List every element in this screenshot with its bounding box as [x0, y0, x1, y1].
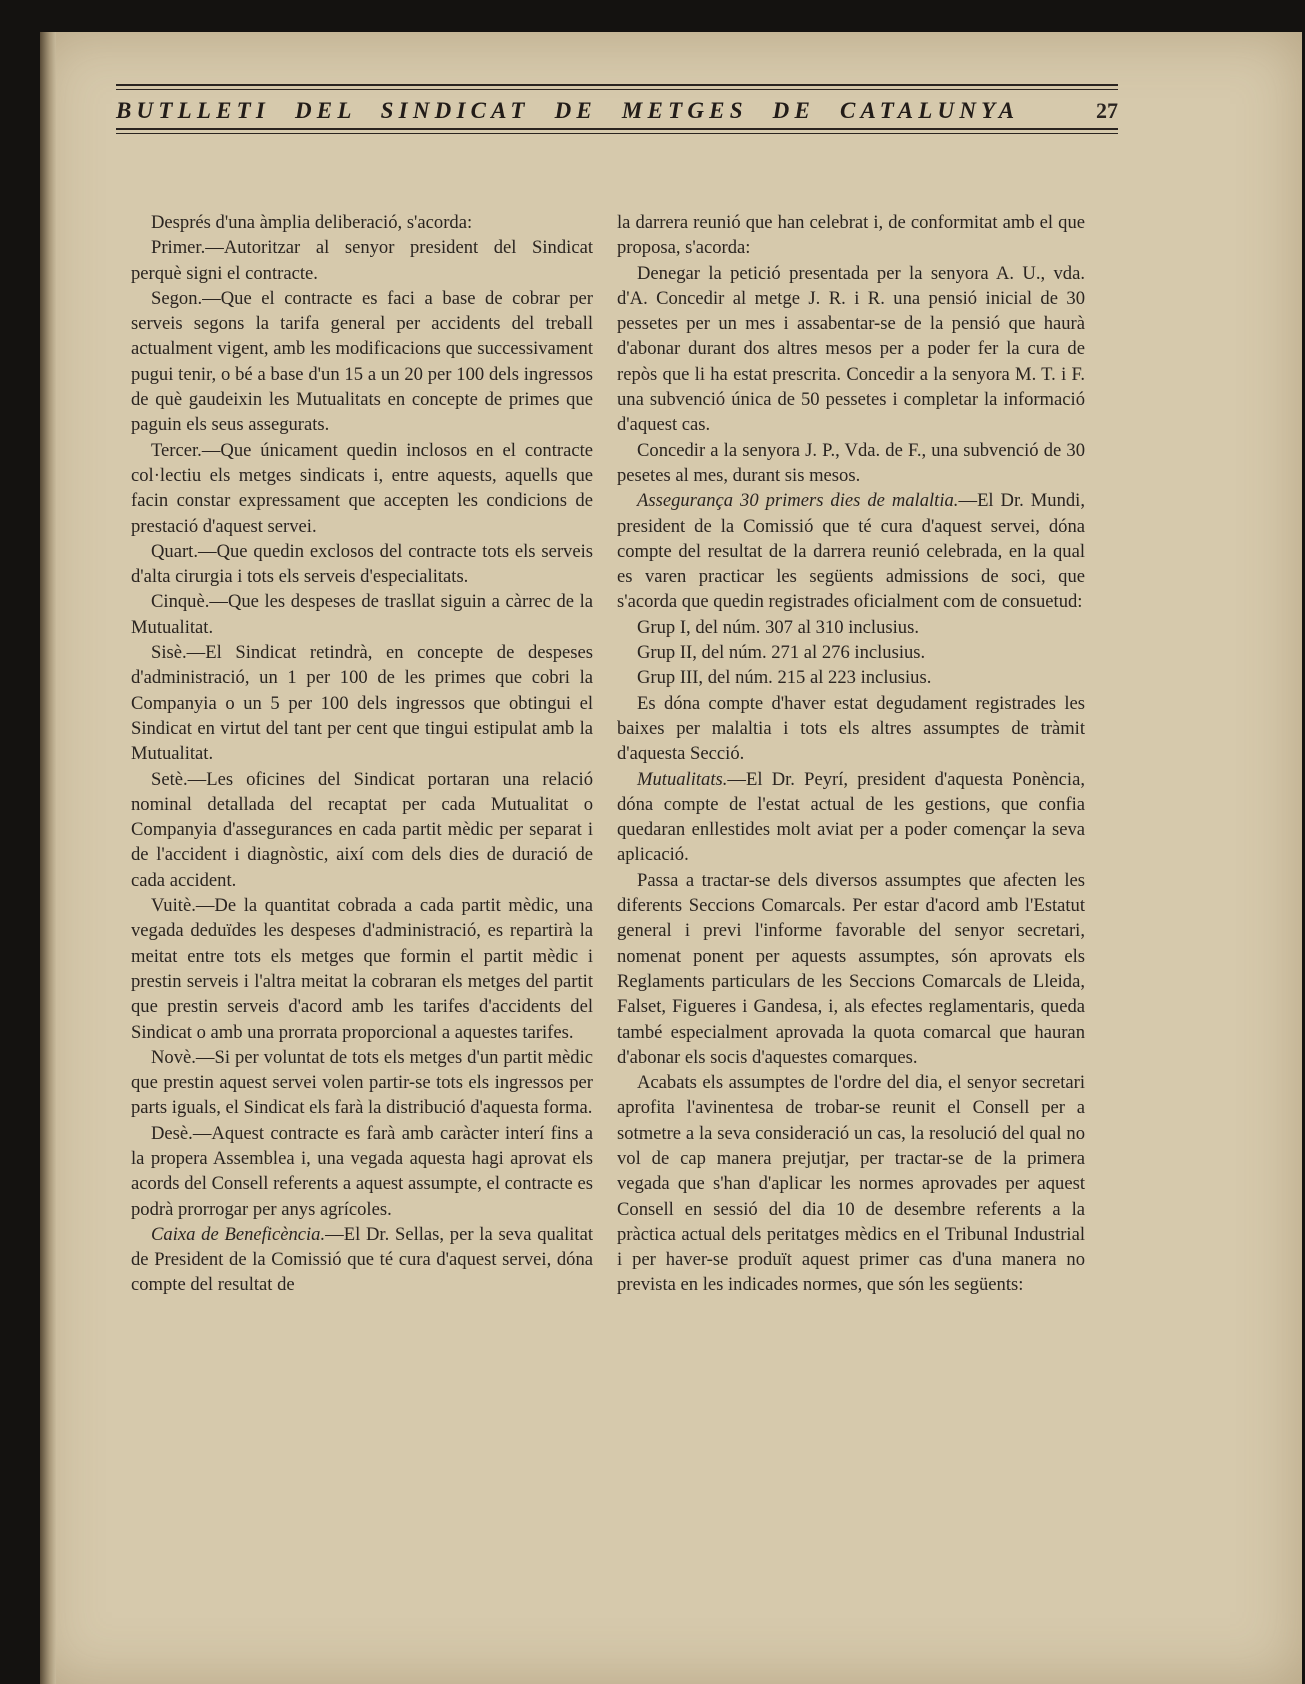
paragraph	[617, 615, 1085, 640]
paragraph	[131, 589, 593, 640]
paragraph-text: Novè.—Si per voluntat de tots els metges d'un partit mèdic que prestin aquest servei volen partir-se tots els ingressos per parts iguals, el Sindicat els farà la distribució d'aquesta forma.	[131, 1046, 593, 1119]
paragraph	[131, 438, 593, 539]
paragraph	[617, 488, 1085, 614]
header-rule-top	[116, 84, 1118, 86]
paragraph-text: Concedir a la senyora J. P., Vda. de F., una subvenció de 30 pesetes al mes, durant sis mesos.	[617, 439, 1085, 486]
header-rule-bottom	[116, 128, 1118, 130]
paragraph	[617, 640, 1085, 665]
paragraph-text: Segon.—Que el contracte es faci a base de cobrar per serveis segons la tarifa general per accidents del treball actualment vigent, amb les modificacions que successivament pugui tenir, o bé a base d'un 15 a un 20 per 100 dels ingressos de què gaudeixin les Mutualitats en concepte de primes que paguin els seus assegurats.	[131, 287, 593, 436]
binding-edge	[40, 32, 56, 1684]
paragraph-text: Grup III, del núm. 215 al 223 inclusius.	[637, 667, 932, 689]
paragraph-text: —El Dr. Peyrí, president d'aquesta Ponència, dóna compte de l'estat actual de les gestions, que confia quedaran enllestides molt aviat per a poder començar la seva aplicació.	[617, 768, 1085, 866]
paragraph-text: —El Dr. Sellas, per la seva qualitat de President de la Comissió que té cura d'aquest servei, dóna compte del resultat de	[131, 1223, 593, 1296]
paragraph-text: —El Dr. Mundi, president de la Comissió que té cura d'aquest servei, dóna compte del resultat de la darrera reunió celebrada, en la qual es varen practicar les següents admissions de soci, que s'acorda que quedin registrades oficialment com de consuetud:	[617, 490, 1085, 613]
page-header	[116, 84, 1118, 134]
paragraph-text: Denegar la petició presentada per la senyora A. U., vda. d'A. Concedir al metge J. R. i R. una pensió inicial de 30 pessetes per un mes i assabentar-se de la pensió que haurà d'abonar durant dos altres mesos per a poder fer la cura de repòs que li ha estat prescrita. Concedir a la senyora M. T. i F. una subvenció única de 50 pessetes i completar la informació d'aquest cas.	[617, 262, 1085, 436]
paragraph	[131, 286, 593, 438]
paragraph	[131, 767, 593, 893]
section-heading: Assegurança 30 primers dies de malaltia.	[637, 490, 959, 512]
paragraph	[131, 893, 593, 1045]
paragraph	[617, 767, 1085, 868]
paragraph-text: Després d'una àmplia deliberació, s'acorda:	[151, 212, 473, 233]
paragraph	[617, 665, 1085, 690]
paragraph	[131, 210, 593, 235]
paragraph-text: la darrera reunió que han celebrat i, de conformitat amb el que proposa, s'acorda:	[617, 212, 1085, 259]
paragraph-text: Primer.—Autoritzar al senyor president del Sindicat perquè signi el contracte.	[131, 237, 593, 284]
paragraph-text: Quart.—Que quedin exclosos del contracte tots els serveis d'alta cirurgia i tots els serveis d'especialitats.	[131, 540, 593, 588]
page-number: 27	[1096, 98, 1118, 123]
paragraph	[131, 539, 593, 590]
paragraph-text: Setè.—Les oficines del Sindicat portaran una relació nominal detallada del recaptat per cada Mutualitat o Companyia d'assegurances en cada partit mèdic per separat i de l'accident i diagnòstic, així com dels dies de duració de cada accident.	[131, 768, 593, 891]
paragraph-text: Sisè.—El Sindicat retindrà, en concepte de despeses d'administració, un 1 per 100 de les primes que cobri la Companyia o un 5 per 100 dels ingressos que obtingui el Sindicat en virtut del tant per cent que tingui estipulat amb la Mutualitat.	[131, 642, 593, 765]
section-heading: Mutualitats.	[637, 768, 728, 790]
masthead-title: BUTLLETI DEL SINDICAT DE METGES DE CATALUNYA	[116, 98, 1020, 123]
paragraph-text: Desè.—Aquest contracte es farà amb caràcter interí fins a la propera Assemblea i, una vegada aquesta hagi aprovat els acords del Consell referents a aquest assumpte, el contracte es podrà prorrogar per anys agrícoles.	[131, 1122, 593, 1220]
paragraph	[617, 438, 1085, 489]
paragraph-text: Acabats els assumptes de l'ordre del dia, el senyor secretari aprofita l'avinentesa de trobar-se reunit el Consell per a sotmetre a la seva consideració un cas, la resolució del qual no vol de cap manera prejutjar, per tractar-se de la primera vegada que s'han d'aplicar les normes aprovades per aquest Consell en sessió del dia 10 de desembre referents a la pràctica actual dels peritatges mèdics en el Tribunal Industrial i per haver-se produït aquest primer cas d'una manera no prevista en les indicades normes, que són les següents:	[617, 1072, 1085, 1296]
paragraph	[131, 640, 593, 766]
paragraph	[131, 235, 593, 286]
paragraph	[131, 1222, 593, 1298]
section-heading: Caixa de Beneficència.	[151, 1223, 326, 1245]
paragraph	[131, 1121, 593, 1222]
paragraph-text: Cinquè.—Que les despeses de trasllat siguin a càrrec de la Mutualitat.	[131, 591, 593, 638]
paragraph	[617, 1070, 1085, 1298]
paragraph-text: Vuitè.—De la quantitat cobrada a cada partit mèdic, una vegada deduïdes les despeses d'administració, es repartirà la meitat entre tots els metges que formin el partit mèdic i prestin serveis i l'altra meitat la cobraran els metges del partit que prestin serveis d'acord amb les tarifes d'accidents del Sindicat o amb una prorrata proporcional a aquestes tarifes.	[131, 895, 593, 1043]
paragraph-text: Grup I, del núm. 307 al 310 inclusius.	[637, 616, 919, 638]
paragraph-text: Passa a tractar-se dels diversos assumptes que afecten les diferents Seccions Comarcals. Per estar d'acord amb l'Estatut general i previ l'informe favorable del senyor secretari, nomenat ponent per aquests assumptes, són aprovats els Reglaments particulars de les Seccions Comarcals de Lleida, Falset, Figueres i Gandesa, i, als efectes reglamentaris, queda també especialment aprovada la quota comarcal que hauran d'abonar els socis d'aquestes comarques.	[617, 869, 1085, 1068]
paragraph	[617, 868, 1085, 1070]
paragraph-text: Grup II, del núm. 271 al 276 inclusius.	[637, 642, 926, 664]
left-column	[131, 210, 593, 1298]
right-column	[617, 210, 1085, 1298]
paragraph	[617, 691, 1085, 767]
paragraph-text: Es dóna compte d'haver estat degudament registrades les baixes per malaltia i tots els altres assumptes de tràmit d'aquesta Secció.	[617, 692, 1085, 765]
header-rule-bottom-thin	[116, 133, 1118, 134]
paragraph	[131, 1045, 593, 1121]
paragraph	[617, 261, 1085, 438]
paragraph	[617, 210, 1085, 261]
paragraph-text: Tercer.—Que únicament quedin inclosos en el contracte col·lectiu els metges sindicats i, entre aquests, aquells que facin constar expressament que accepten les condicions de prestació d'aquest servei.	[131, 439, 593, 537]
